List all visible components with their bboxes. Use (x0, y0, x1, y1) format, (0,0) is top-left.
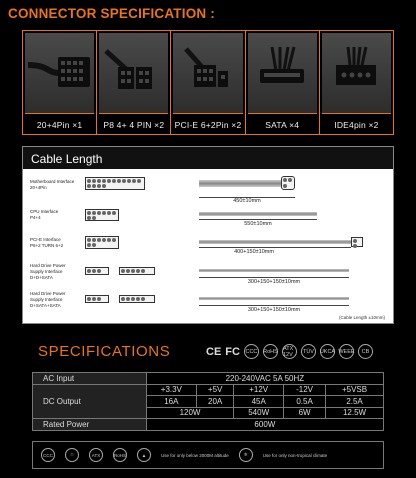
pin-dot (136, 269, 140, 273)
table-row (33, 419, 384, 431)
sata-plug-icon (119, 267, 155, 275)
cable-length-title: Cable Length (23, 147, 393, 169)
pin-dot (121, 269, 125, 273)
pin-dot (87, 179, 91, 183)
pin-dot (92, 238, 96, 242)
pin-dot (87, 269, 91, 273)
pin-dot (97, 238, 101, 242)
cable-row-label: Hard Drive Power Supply Interface D+D+SATA (30, 263, 66, 280)
atx-end-icon (281, 176, 295, 190)
pin-dot (112, 211, 116, 215)
atx-24pin-icon (25, 33, 94, 114)
pin-dot (102, 184, 106, 188)
pin-dot (97, 269, 101, 273)
cable-dim-label: 300+150+150±10mm (247, 279, 301, 285)
rated-power-value: 600W (146, 419, 383, 431)
connector-cpu (97, 31, 171, 134)
pin-dot (92, 184, 96, 188)
pcie-end-icon (351, 237, 363, 247)
molex-icon (322, 33, 391, 114)
connector-sata (246, 31, 320, 134)
table-row: 16A 20A 45A 0.5A 2.5A (33, 396, 384, 408)
connector-label: P8 4+ 4 PIN ×2 (103, 120, 165, 130)
connector-label: 20+4Pin ×1 (36, 120, 83, 130)
pin-dot (288, 178, 292, 182)
cpu-8pin-icon (99, 33, 168, 114)
table-row: 120W 540W 6W 12.5W (33, 407, 384, 419)
pin-dot (112, 238, 116, 242)
pcie-plug-icon (85, 236, 119, 249)
pin-dot (107, 179, 111, 183)
palm-tree-icon: ✲ (239, 448, 253, 462)
rated-power-label: Rated Power (33, 419, 147, 431)
pin-dot (117, 179, 121, 183)
pin-dot (87, 216, 91, 220)
atx-icon: ATX (89, 448, 103, 462)
cable-row-label: Motherboard Interface 20+4Pin (30, 179, 75, 190)
cable-row-label: CPU Interface P4+4 (30, 209, 59, 220)
footer-icons (32, 441, 384, 469)
climate-note: Use for only non-tropical climate (262, 452, 328, 458)
cpu-plug-icon (85, 209, 119, 221)
pin-dot (126, 269, 130, 273)
pin-dot (87, 238, 91, 242)
connector-label: PCI-E 6+2Pin ×2 (174, 120, 242, 130)
pin-dot (92, 216, 96, 220)
cable-dim-label: 450±10mm (233, 198, 261, 204)
pin-dot (112, 179, 116, 183)
cable-dim-label: 550±10mm (244, 221, 272, 227)
pin-dot (137, 179, 141, 183)
ccc-icon: CCC (41, 448, 55, 462)
pcie-8pin-icon (173, 33, 242, 114)
table-row: DC Output +3.3V +5V +12V -12V +5VSB (33, 384, 384, 396)
specifications-title: SPECIFICATIONS (38, 343, 171, 360)
page-title: CONNECTOR SPECIFICATION : (8, 6, 216, 21)
ukca-mark-icon: UKCA (320, 344, 335, 359)
pin-dot (353, 239, 357, 243)
pin-dot (92, 243, 96, 247)
pin-dot (132, 179, 136, 183)
ac-input-label: AC Input (33, 373, 147, 385)
fc-mark-icon: FC (225, 345, 240, 358)
ce-mark-icon: CE (206, 345, 222, 358)
atx-mark-icon: ATX 12V (282, 344, 297, 359)
pin-dot (121, 297, 125, 301)
cable-length-panel (22, 146, 394, 324)
weee-bin-icon: WEEE (339, 344, 354, 359)
connector-label: SATA ×4 (265, 120, 300, 130)
pin-dot (141, 297, 145, 301)
cable-dim-label: 300+150+150±10mm (247, 307, 301, 313)
pin-dot (136, 297, 140, 301)
pin-dot (87, 243, 91, 247)
connector-molex (320, 31, 393, 134)
atx-plug-icon (85, 177, 145, 190)
pin-dot (126, 297, 130, 301)
pin-dot (283, 184, 287, 188)
pin-dot (92, 297, 96, 301)
connector-pcie (171, 31, 245, 134)
mountain-icon: ▲ (137, 448, 151, 462)
rohs-mark-icon: RoHS (263, 344, 278, 359)
pin-dot (102, 211, 106, 215)
sata-icon (248, 33, 317, 114)
pin-dot (97, 211, 101, 215)
cb-mark-icon: CB (358, 344, 373, 359)
pin-dot (97, 297, 101, 301)
pin-dot (127, 179, 131, 183)
pin-dot (97, 184, 101, 188)
certification-row (206, 344, 373, 359)
pin-dot (131, 297, 135, 301)
pin-dot (131, 269, 135, 273)
altitude-note: Use for only below 2000M altitude (161, 452, 229, 458)
pin-dot (122, 179, 126, 183)
recycle-icon: ♲ (65, 448, 79, 462)
pin-dot (97, 179, 101, 183)
pin-dot (107, 211, 111, 215)
cable-row-label: Hard Drive Power Supply Interface D+SATA+SATA (30, 291, 66, 308)
molex-plug-icon (85, 295, 109, 303)
connector-grid (22, 30, 394, 135)
pin-dot (102, 238, 106, 242)
spec-table (32, 372, 384, 431)
pin-dot (92, 211, 96, 215)
pin-dot (141, 269, 145, 273)
pin-dot (92, 179, 96, 183)
pin-dot (92, 269, 96, 273)
ccc-mark-icon: CCC (244, 344, 259, 359)
table-row (33, 373, 384, 385)
pin-dot (87, 297, 91, 301)
pin-dot (87, 211, 91, 215)
cable-dim-label: 400+150±10mm (234, 249, 274, 255)
pin-dot (102, 179, 106, 183)
cable-tolerance-note: (Cable Length ±10mm) (339, 315, 385, 320)
cable-row-label: PCI-E Interface P6+2 TURN 6+2 (30, 237, 64, 248)
connector-label: IDE4pin ×2 (334, 120, 379, 130)
ac-input-value: 220-240VAC 5A 50HZ (146, 373, 383, 385)
sata-plug-icon (119, 295, 155, 303)
pin-dot (87, 184, 91, 188)
rohs-icon: RoHS (113, 448, 127, 462)
pin-dot (107, 238, 111, 242)
molex-plug-icon (85, 267, 109, 275)
dc-output-label: DC Output (33, 384, 147, 419)
pin-dot (283, 178, 287, 182)
pin-dot (353, 244, 357, 248)
tuv-mark-icon: TÜV (301, 344, 316, 359)
connector-atx (23, 31, 97, 134)
